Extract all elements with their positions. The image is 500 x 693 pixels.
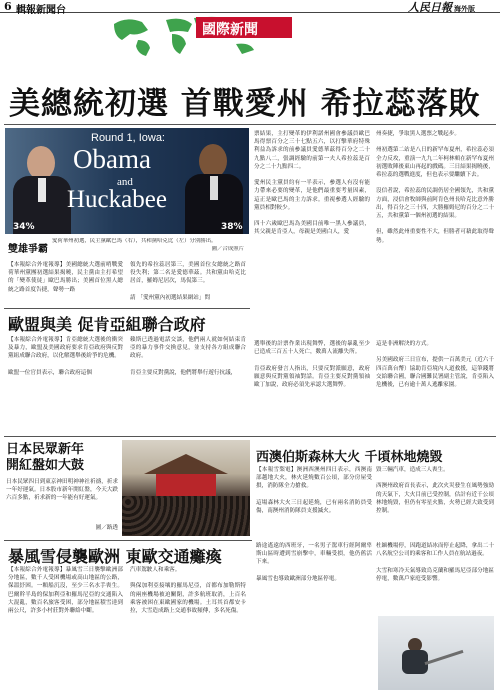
- section-title: 國際新聞: [202, 22, 258, 38]
- japan-body: 日本民眾四日到東京神田明神神社祈禱，祈求一年好運氣。日本股市新年開紅盤，今天大跌六百多點，祈求新的一年能有好運氣。: [6, 479, 118, 502]
- brand-name: 人民日報: [408, 1, 452, 14]
- story2-headline: 歐盟與美 促肯亞組聯合政府: [8, 315, 206, 334]
- story2-col4: 這是非洲解決的方式。 另美國政府三日宣布，提供一百萬美元（近六千四百萬台幣）協助肯亞境內人道救援，這筆錢將交給聯合國，聯合國難民署副主管說，肯亞陷入危機後，已有逾十萬人逃離家園。: [376, 341, 494, 389]
- story4-col4: 杜緬機場停，因跑道結冰而停止起降，拿出二十八名航空公司的乘客和工作人員在航站過夜。 大雪和寒冷天氣導致烏克蘭和羅馬尼亞部分地區停電，數萬戶家庭受影響。: [376, 543, 494, 582]
- page-number: 6: [4, 0, 12, 13]
- snow-photo: [378, 616, 494, 690]
- story4-col1: 【本報綜合外電報導】暴風雪三日襲擊歐洲部分地區，數千人受困機場或高山地區的公路，保溫紓困。一顆船沉沒，至少三名水手喪生。巴爾幹半島的保加利亞和羅馬尼亞的交通陷入大混亂，數百名旅客受困，部分地區積雪達到兩公尺，許多小村莊對外聯絡中斷。: [8, 567, 123, 615]
- story3-headline: 西澳伯斯森林大火 千頃林地燒毀: [256, 450, 443, 465]
- lead-body-col1: 【本報綜合外電報導】美國總統大選前哨戰愛荷華州黨團初選結果揭曉，民主黨由主打希望的「變革使徒」歐巴馬勝出；美國首位黑人總統之路首度告捷，聲勢一路: [8, 262, 123, 293]
- page-header: [0, 0, 500, 60]
- photo-name-obama: Obama: [73, 144, 151, 174]
- candidate-right-figure: [185, 144, 243, 234]
- lead-caption: [8, 238, 244, 260]
- lead-body-col3: 票結果，主打變革的伊利諾州國會參議員歐巴馬得票百分之三十七點五六，以打擊華府特殊利益為訴求的前參議員愛德華茲得百分之二十九點八二，張調經驗的前第一夫人希拉蕊是百分之二十九點四二。 愛州民主黨員約有一半表示，參選人有沒有能力帶來必要的變革，是他們最重要考量因素，這正是歐巴馬的主力訴求。重視參選人經驗的黨員相對較少。 四十六歲歐巴馬為美國目前唯一黑人參議員，其父親是肯亞人，母親是美國白人，愛: [254, 131, 370, 236]
- photo-name-huckabee: Huckabee: [67, 186, 167, 213]
- caption-title: 雙雄爭霸: [8, 244, 48, 255]
- story2-col1: 【本報綜合外電報導】肯亞總統大選後的衝突及暴力，歐盟及美國政府要求肯亞政府與反對黨組成聯合政府，以化解選舉後紛爭的危機。 歐盟一位官員表示，聯合政府這個: [8, 337, 123, 376]
- photo-round-label: Round 1, Iowa:: [91, 132, 165, 144]
- japan-headline-line1: 日本民眾新年: [6, 442, 85, 457]
- shrine-roof: [144, 454, 228, 474]
- story4-headline: 暴風雪侵襲歐洲 東歐交通癱瘓: [8, 547, 222, 566]
- story2-bottom-rule: [4, 436, 496, 437]
- photo-name-and: and: [117, 176, 133, 188]
- japan-credit: 圖／路透: [95, 525, 118, 531]
- story3-bottom-rule: [4, 540, 252, 541]
- story3-col2: 毀三輛汽車，造成三人喪生。 西澳州政府首長表示，此次火災發生在風勢強勁的天氣下，大火目前已受控制，估計有近千公頃林地燒毀，但仍有零星火點，火勢已經大致受到控制。: [376, 467, 494, 515]
- shrine-building: [156, 474, 216, 496]
- lead-bottom-rule: [4, 308, 250, 309]
- photo-pct-left: 34%: [13, 222, 35, 232]
- lead-body-col2: 領先的希拉蕊居第三，美國首位女總統之路首役失利；第二名是愛德華茲。共和黨由哈克比居首，羅姆尼居次，馬侃第三。 請 「愛州黨內初選結果網站」問: [130, 262, 246, 301]
- shrine-crowd-photo: [122, 440, 250, 536]
- page-left-title: 輯報新聞台: [16, 5, 66, 16]
- lead-headline: 美總統初選 首戰愛州 希拉蕊落敗: [9, 86, 481, 122]
- photo-pct-right: 38%: [221, 222, 243, 232]
- story4-col2: 汽車駕駛人和乘客。 與保加利亞接壤的羅馬尼亞，首都布加勒斯特的兩座機場被迫關閉，許多航班取消，上百名乘客被困在東歐國家的機場。土耳其首都安卡拉，大雪造成路上交通事故頻傳，多名死傷。: [130, 567, 246, 615]
- story4-col3: 路途遙遠的西班牙，一名男子駕車行經阿爾卑斯山區時遭到雪崩擊中，車輛受損，他仍舊活下來。 暴風雪也導致歐洲部分地區停電。: [256, 543, 372, 582]
- headline-rule: [4, 124, 496, 125]
- story2-col2: 賴斯已透過電話交談，他們兩人就如何結束肯亞的暴力事件交換意見，並支持各方組成聯合政府。 肯亞主要反對黨說，他們將舉行遊行抗議，: [130, 337, 246, 376]
- brand-logo: [408, 0, 475, 15]
- crowd: [122, 496, 250, 536]
- lead-body-col4: 州奏捷，爭取黑人選票之戰起步。 州初選第二站是八日的新罕布夏州，希拉蕊必須全力反攻，重演一九九二年柯林頓在新罕布夏州初選敗陣後東山再起的戲碼。三日結果揭曉後，希拉蕊的選戰進度，但也表示要繼續下去。 沒信者說，希拉蕊的民調仍居全國領先，共和黨方面，浸信會牧師與前阿肯色州長哈克比意外勝出，得百分之三十四，大勝羅姆尼的百分之二十五，共和黨第一個州初選的結果。 但，雖然此州重要性不大，但勝者可藉此取得聲勢。: [376, 131, 494, 244]
- story3-col1: 【本報雪梨電】澳洲西澳州四日表示，西澳南部越地大火，林火延燒數百公頃，部分房屋受損，消防隊全力搶救。 這場森林大火三日起延燒，已有兩名消防員受傷，南澳州消防隊員支援滅火。: [256, 467, 372, 515]
- story2-col3: 選舉後的計票作業出現舞弊，選後的暴亂至少已造成三百五十人死亡，數萬人流離失所。 肯亞政府發言人指出，只要反對派願意，政府願意與反對黨領袖對話。肯亞主要反對黨領袖歐丁加說，政府必須先承認大選舞弊。: [254, 341, 370, 389]
- japan-headline-line2: 開紅盤如大鼓: [6, 458, 85, 473]
- caption-credit: 圖／合成照片: [211, 245, 244, 252]
- brand-edition: 海外版: [454, 4, 475, 13]
- candidates-photo: [5, 128, 249, 234]
- candidate-left-figure: [13, 146, 71, 234]
- caption-text: 愛荷華州初選，民主黨歐巴馬（右），共和黨哈克比（左）分別勝出。: [52, 238, 217, 244]
- japan-story: [6, 442, 118, 534]
